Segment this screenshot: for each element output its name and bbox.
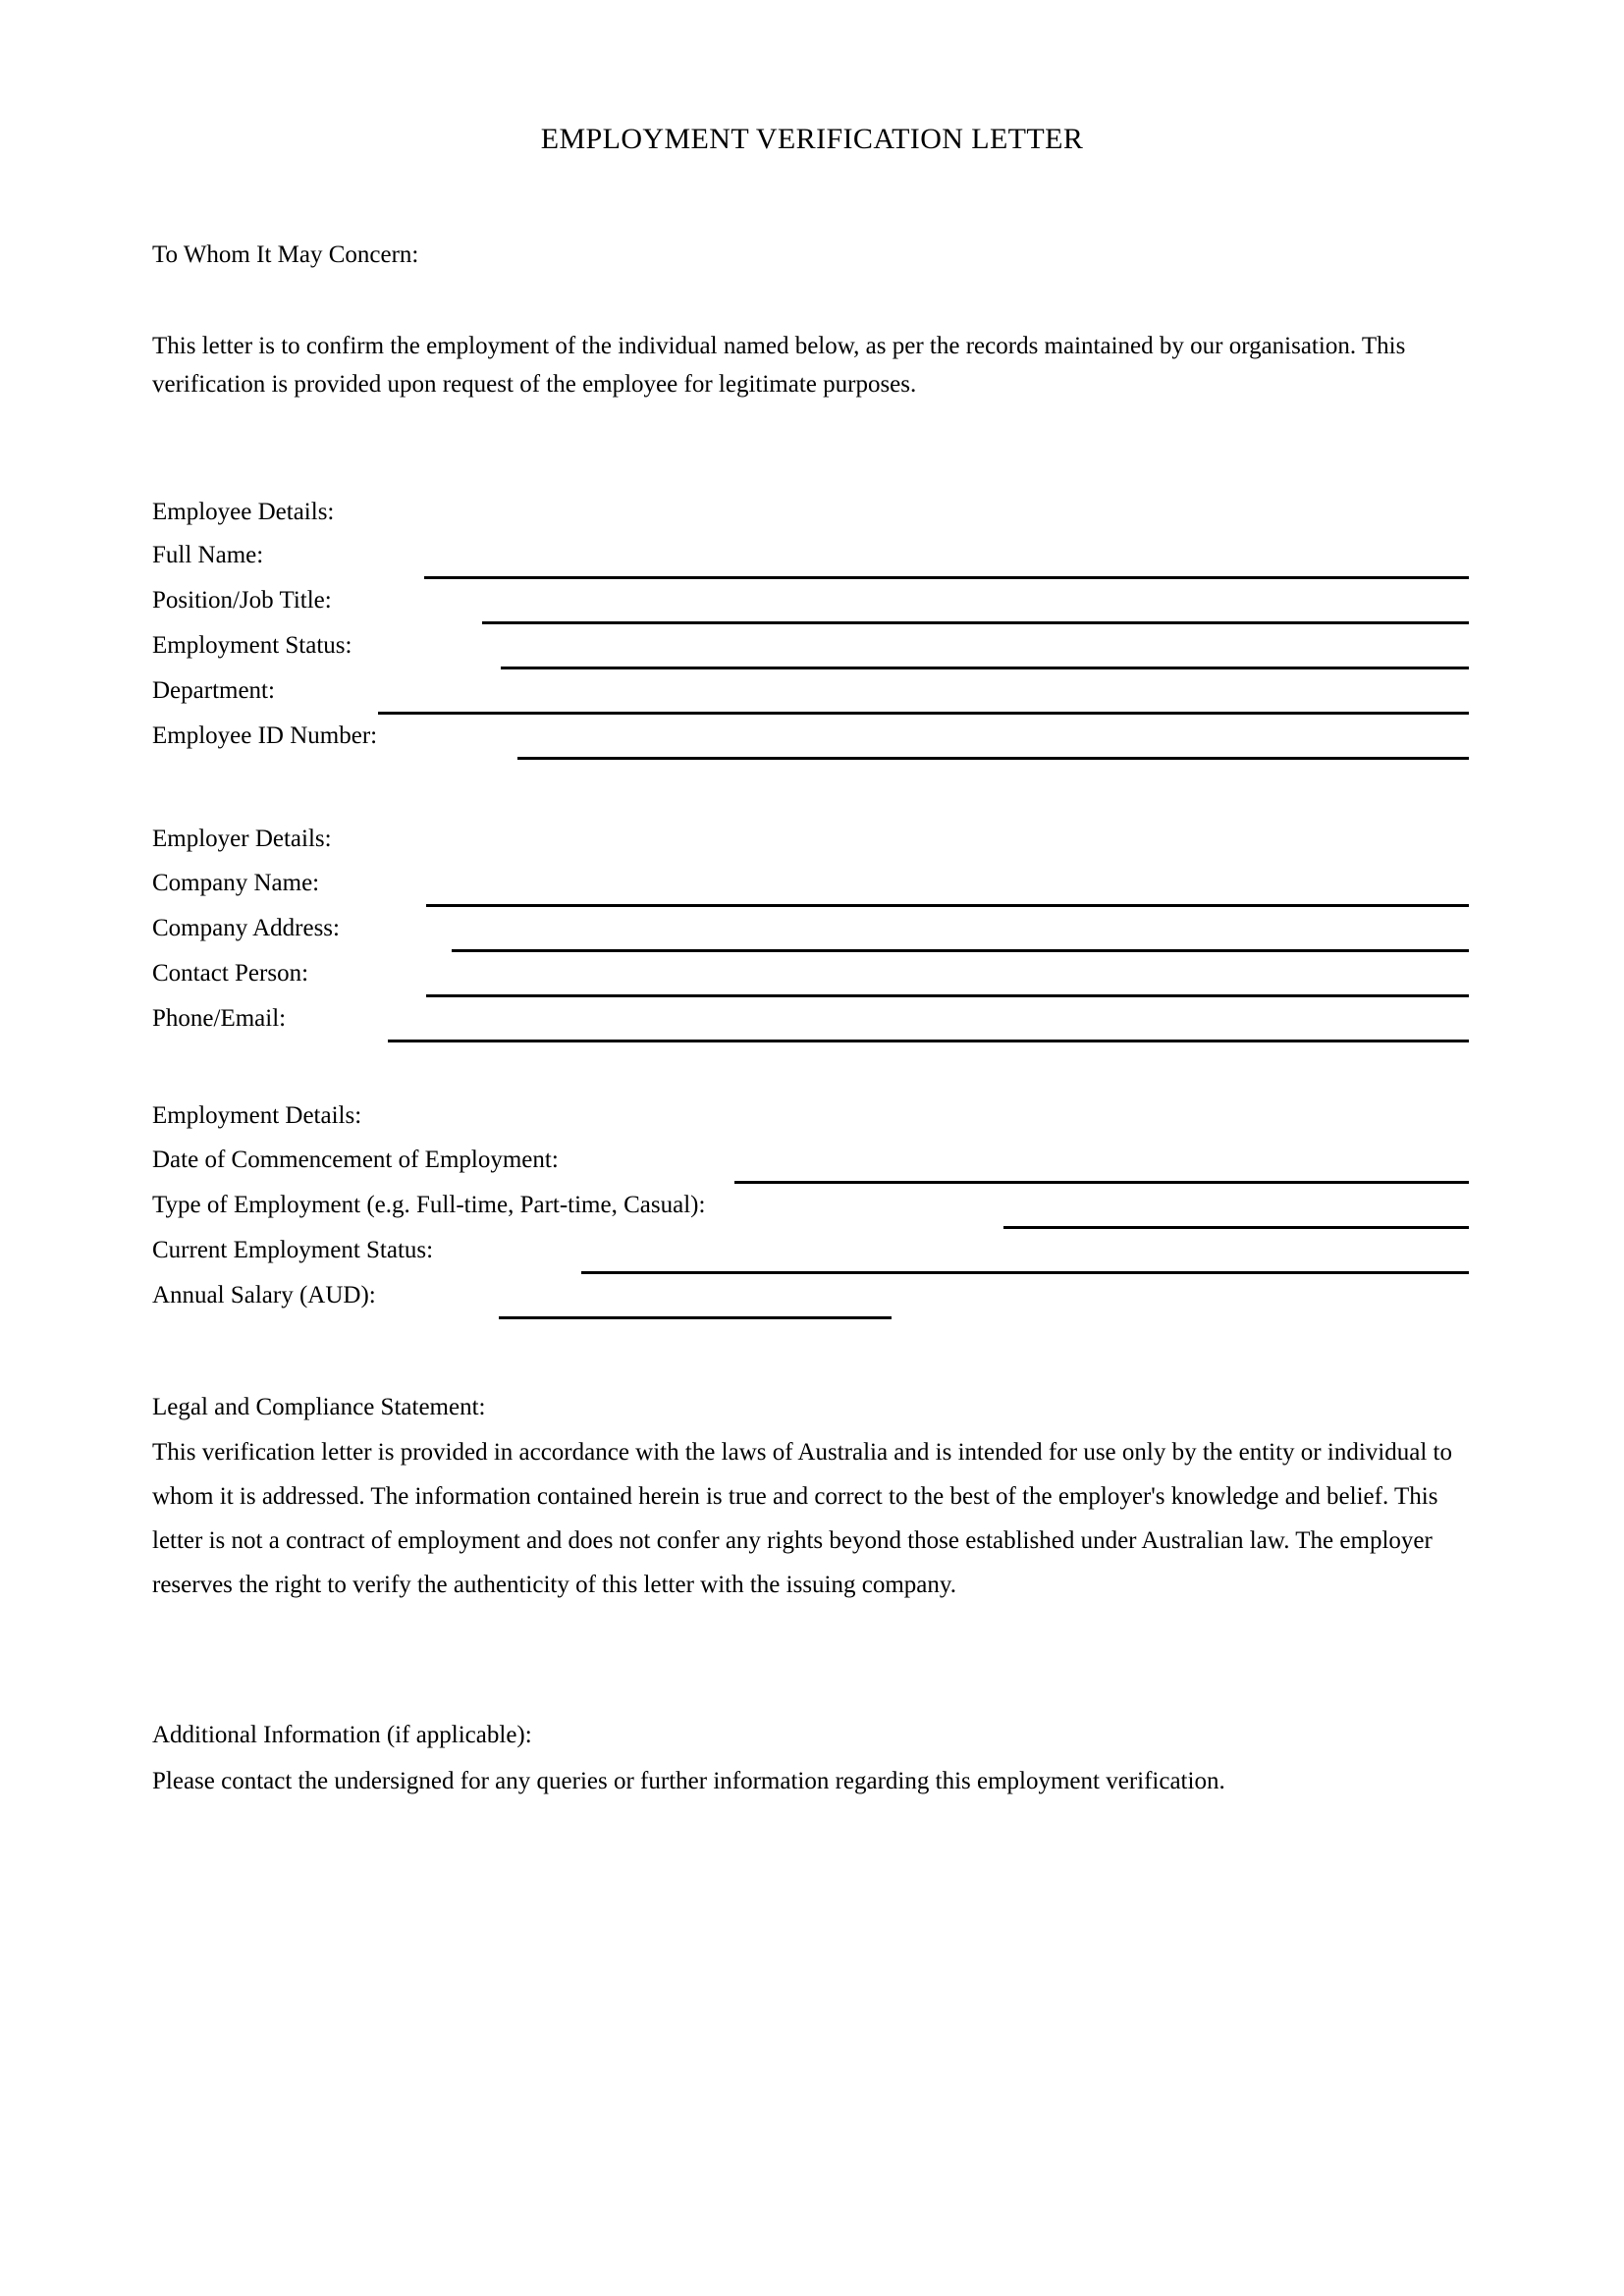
field-label-department: Department:	[152, 677, 275, 704]
field-row-contact-person	[152, 954, 1469, 999]
field-row-type-of-employment	[152, 1186, 1469, 1231]
field-label-company-address: Company Address:	[152, 915, 340, 941]
intro-paragraph: This letter is to confirm the employment of the individual named below, as per the records maintained by our organisation. This verification is provided upon request of the employee for legitimate purposes.	[152, 333, 1406, 398]
field-row-department	[152, 671, 1469, 717]
field-input-phone-email[interactable]	[388, 1040, 1469, 1042]
field-row-date-of-commencement	[152, 1141, 1469, 1186]
field-row-current-employment-status	[152, 1231, 1469, 1276]
additional-information-body: Please contact the undersigned for any queries or further information regarding this employment verification.	[152, 1768, 1225, 1794]
field-row-employee-id-number	[152, 717, 1469, 762]
employment-details-heading: Employment Details:	[152, 1102, 362, 1129]
field-label-contact-person: Contact Person:	[152, 960, 309, 987]
field-label-current-employment-status: Current Employment Status:	[152, 1237, 434, 1263]
field-row-position-job-title	[152, 581, 1469, 626]
field-input-position-job-title[interactable]	[482, 621, 1469, 624]
field-input-full-name[interactable]	[424, 576, 1469, 579]
field-input-current-employment-status[interactable]	[581, 1271, 1469, 1274]
field-input-contact-person[interactable]	[426, 994, 1469, 997]
field-label-employment-status: Employment Status:	[152, 632, 352, 659]
field-input-date-of-commencement[interactable]	[734, 1181, 1469, 1184]
field-input-annual-salary[interactable]	[499, 1316, 892, 1319]
field-row-full-name	[152, 536, 1469, 581]
field-label-date-of-commencement: Date of Commencement of Employment:	[152, 1147, 559, 1173]
field-row-company-name	[152, 864, 1469, 909]
field-label-full-name: Full Name:	[152, 542, 264, 568]
employee-details-heading: Employee Details:	[152, 499, 335, 525]
salutation-text: To Whom It May Concern:	[152, 241, 419, 268]
field-input-employee-id-number[interactable]	[517, 757, 1469, 760]
field-row-employment-status	[152, 626, 1469, 671]
field-input-employment-status[interactable]	[501, 667, 1469, 669]
field-input-company-name[interactable]	[426, 904, 1469, 907]
field-row-company-address	[152, 909, 1469, 954]
field-label-annual-salary: Annual Salary (AUD):	[152, 1282, 376, 1308]
field-input-type-of-employment[interactable]	[1003, 1226, 1469, 1229]
additional-information-heading: Additional Information (if applicable):	[152, 1722, 532, 1748]
field-label-employee-id-number: Employee ID Number:	[152, 722, 378, 749]
field-input-department[interactable]	[378, 712, 1469, 715]
legal-and-compliance-body: This verification letter is provided in accordance with the laws of Australia and is intended for use only by the entity or individual to whom it is addressed. The information contained herein is true and correct to the best of the employer's knowledge and belief. This letter is not a contract of employment and does not confer any rights beyond those established under Australian law. The employer reserves the right to verify the authenticity of this letter with the issuing company.	[152, 1439, 1452, 1598]
page-title: EMPLOYMENT VERIFICATION LETTER	[540, 123, 1084, 155]
field-input-company-address[interactable]	[452, 949, 1469, 952]
field-label-phone-email: Phone/Email:	[152, 1005, 287, 1032]
field-row-phone-email	[152, 999, 1469, 1044]
field-label-position-job-title: Position/Job Title:	[152, 587, 332, 614]
legal-and-compliance-heading: Legal and Compliance Statement:	[152, 1394, 486, 1420]
employer-details-heading: Employer Details:	[152, 826, 332, 852]
field-label-type-of-employment: Type of Employment (e.g. Full-time, Part-time, Casual):	[152, 1192, 706, 1218]
field-label-company-name: Company Name:	[152, 870, 320, 896]
field-row-annual-salary	[152, 1276, 1469, 1321]
